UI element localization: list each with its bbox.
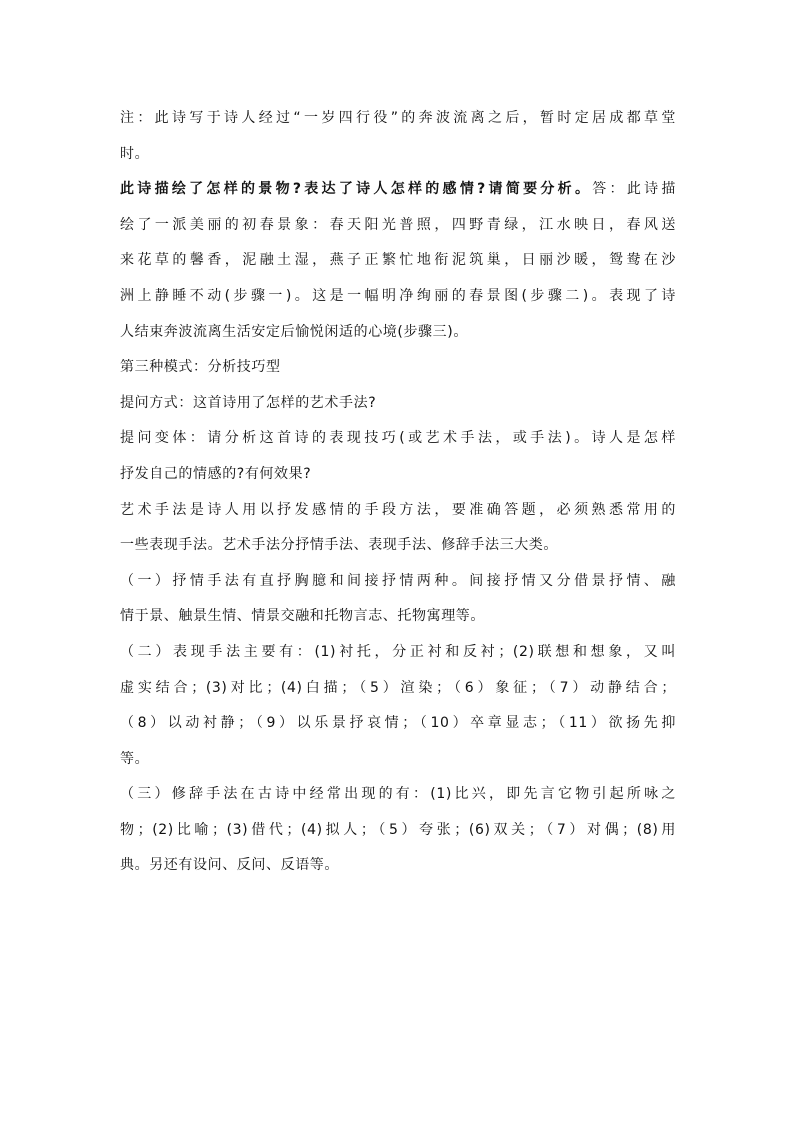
question-variant-line-2: 抒发自己的情感的?有何效果?	[120, 465, 312, 482]
expression-method-line-2: 虚实结合；(3)对比；(4)白描；（5）渲染；（6）象征；（7）动静结合；	[120, 679, 676, 696]
rhetoric-method-line-3: 典。另还有设问、反问、反语等。	[120, 857, 339, 874]
mode-three-title: 第三种模式：分析技巧型	[120, 359, 281, 376]
question-answer-line-1	[120, 172, 676, 208]
artistic-method-line-2: 一些表现手法。艺术手法分抒情手法、表现手法、修辞手法三大类。	[120, 537, 558, 554]
lyric-method-line-1: （一）抒情手法有直抒胸臆和间接抒情两种。间接抒情又分借景抒情、融	[120, 572, 676, 589]
expression-method-line-4: 等。	[120, 750, 150, 767]
answer-line-3: 来花草的馨香，泥融土湿，燕子正繁忙地衔泥筑巢，日丽沙暖，鸳鸯在沙	[120, 252, 676, 269]
expression-method-line-3: （8）以动衬静；（9）以乐景抒哀情；（10）卒章显志；（11）欲扬先抑	[120, 715, 676, 732]
expression-method-line-1: （二）表现手法主要有：(1)衬托，分正衬和反衬；(2)联想和想象，又叫	[120, 643, 676, 660]
answer-line-5: 人结束奔波流离生活安定后愉悦闲适的心境(步骤三)。	[120, 323, 468, 340]
answer-line-4: 洲上静睡不动(步骤一)。这是一幅明净绚丽的春景图(步骤二)。表现了诗	[120, 287, 676, 304]
rhetoric-method-line-1: （三）修辞手法在古诗中经常出现的有：(1)比兴，即先言它物引起所咏之	[120, 786, 676, 803]
answer-start-text: 答：此诗描	[592, 181, 676, 198]
document-body	[120, 101, 676, 884]
rhetoric-method-line-2: 物；(2)比喻；(3)借代；(4)拟人；（5）夸张；(6)双关；（7）对偶；(8)用	[120, 821, 676, 838]
question-text: 此诗描绘了怎样的景物?表达了诗人怎样的感情?请简要分析。	[120, 181, 593, 198]
lyric-method-line-2: 情于景、触景生情、情景交融和托物言志、托物寓理等。	[120, 608, 485, 625]
answer-line-2: 绘了一派美丽的初春景象：春天阳光普照，四野青绿，江水映日，春风送	[120, 216, 676, 233]
paragraph-note-line-2: 时。	[120, 145, 150, 162]
question-method-line: 提问方式：这首诗用了怎样的艺术手法?	[120, 394, 377, 411]
paragraph-note-line-1: 注：此诗写于诗人经过“一岁四行役”的奔波流离之后，暂时定居成都草堂	[120, 110, 676, 126]
question-variant-line-1: 提问变体：请分析这首诗的表现技巧(或艺术手法，或手法)。诗人是怎样	[120, 430, 676, 447]
artistic-method-line-1: 艺术手法是诗人用以抒发感情的手段方法，要准确答题，必须熟悉常用的	[120, 501, 676, 518]
